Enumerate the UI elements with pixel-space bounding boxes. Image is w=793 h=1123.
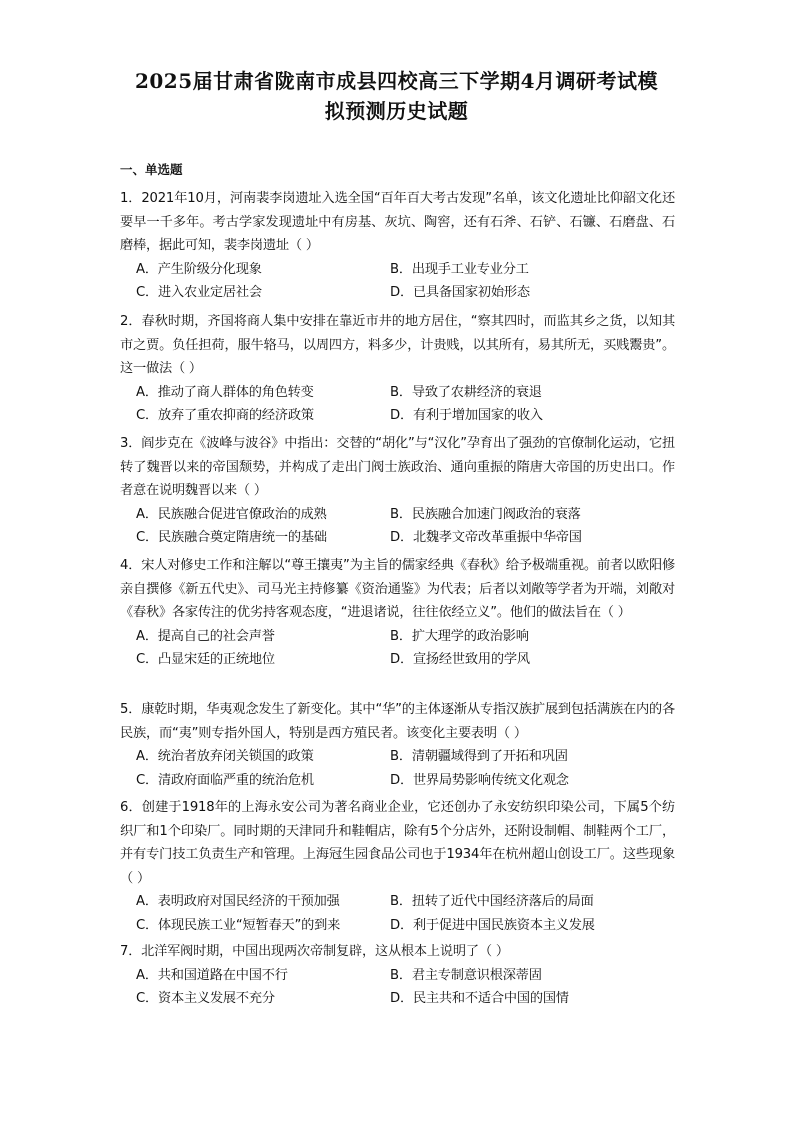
option-d: D．有利于增加国家的收入 (390, 408, 543, 423)
option-c: C．民族融合奠定隋唐统一的基础 (136, 530, 327, 545)
option-b: B．民族融合加速门阀政治的衰落 (390, 506, 581, 522)
option-c: C．放弃了重农抑商的经济政策 (136, 408, 314, 423)
question-5 (120, 698, 675, 792)
option-d: D．北魏孝文帝改革重振中华帝国 (390, 530, 582, 545)
option-c: C．进入农业定居社会 (136, 285, 262, 300)
option-b: B．出现手工业专业分工 (390, 261, 529, 277)
options (120, 625, 675, 672)
question-stem: 1．2021年10月，河南裴李岗遗址入选全国“百年百大考古发现”名单，该文化遗址比仰韶文化还要早一千多年。考古学家发现遗址中有房基、灰坑、陶窖，还有石斧、石铲、石镰、石磨盘、石磨棒，据此可知，裴李岗遗址（ ） (120, 191, 675, 253)
option-b: B．导致了农耕经济的衰退 (390, 384, 542, 400)
options (120, 258, 675, 305)
option-c: C．体现民族工业“短暂春天”的到来 (136, 917, 341, 933)
question-stem: 2．春秋时期，齐国将商人集中安排在靠近市井的地方居住，“察其四时，而监其乡之货，以知其市之贾。负任担荷，服牛辂马，以周四方，料多少，计贵贱，以其所有，易其所无，买贱鬻贵”。这一做法（ ） (120, 314, 675, 376)
title-line-2: 拟预测历史试题 (324, 99, 469, 123)
option-d: D．宣扬经世致用的学风 (390, 652, 530, 667)
question-stem: 3．阎步克在《波峰与波谷》中指出：交替的“胡化”与“汉化”孕育出了强劲的官僚制化运动，它扭转了魏晋以来的帝国颓势，并构成了走出门阀士族政治、通向重振的隋唐大帝国的历史出口。作者意在说明魏晋以来（ ） (120, 436, 675, 498)
option-b: B．扩大理学的政治影响 (390, 628, 529, 644)
option-d: D．民主共和不适合中国的国情 (390, 991, 569, 1006)
option-b: B．君主专制意识根深蒂固 (390, 967, 542, 983)
option-a: A．统治者放弃闭关锁国的政策 (136, 749, 314, 764)
option-a: A．推动了商人群体的角色转变 (136, 384, 314, 400)
option-d: D．已具备国家初始形态 (390, 285, 530, 300)
option-c: C．清政府面临严重的统治危机 (136, 772, 314, 788)
options (120, 890, 675, 937)
option-b: B．清朝疆域得到了开拓和巩固 (390, 749, 568, 764)
question-7 (120, 940, 675, 1011)
option-c: C．资本主义发展不充分 (136, 991, 275, 1006)
option-c: C．凸显宋廷的正统地位 (136, 652, 275, 667)
option-d: D．利于促进中国民族资本主义发展 (390, 917, 595, 933)
options (120, 964, 675, 1011)
option-a: A．产生阶级分化现象 (136, 261, 262, 277)
question-stem: 4．宋人对修史工作和注解以“尊王攘夷”为主旨的儒家经典《春秋》给予极端重视。前者以欧阳修亲自撰修《新五代史》、司马光主持修纂《资治通鉴》为代表；后者以刘敞等学者为开端，刘敞对《春秋》各家传注的优劣持客观态度，“进退诸说，往往依经立义”。他们的做法旨在（ ） (120, 558, 675, 620)
options (120, 745, 675, 792)
option-a: A．表明政府对国民经济的干预加强 (136, 894, 340, 909)
question-stem: 6．创建于1918年的上海永安公司为著名商业企业，它还创办了永安纺织印染公司，下属5个纺织厂和1个印染厂。同时期的天津同升和鞋帽店，除有5个分店外，还附设制帽、制鞋两个工厂，并有专门技工负责生产和管理。上海冠生园食品公司也于1934年在杭州超山创设工厂。这些现象（ ） (120, 800, 675, 886)
option-a: A．共和国道路在中国不行 (136, 967, 288, 983)
option-a: A．提高自己的社会声誉 (136, 628, 275, 644)
question-stem: 7．北洋军阀时期，中国出现两次帝制复辟，这从根本上说明了（ ） (120, 944, 509, 959)
option-b: B．扭转了近代中国经济落后的局面 (390, 894, 594, 909)
title-line-1: 2025届甘肃省陇南市成县四校高三下学期4月调研考试模 (134, 69, 659, 93)
question-stem: 5．康乾时期，华夷观念发生了新变化。其中“华”的主体逐渐从专指汉族扩展到包括满族在内的各民族，而“夷”则专指外国人，特别是西方殖民者。该变化主要表明（ ） (120, 702, 675, 741)
options (120, 381, 675, 428)
options (120, 503, 675, 550)
option-a: A．民族融合促进官僚政治的成熟 (136, 506, 327, 522)
question-4 (120, 554, 675, 672)
question-6 (120, 796, 675, 937)
document-title (80, 66, 713, 126)
section-heading: 一、单选题 (120, 162, 183, 177)
option-d: D．世界局势影响传统文化观念 (390, 772, 569, 788)
question-3 (120, 432, 675, 550)
question-2 (120, 310, 675, 428)
question-1 (120, 187, 675, 305)
